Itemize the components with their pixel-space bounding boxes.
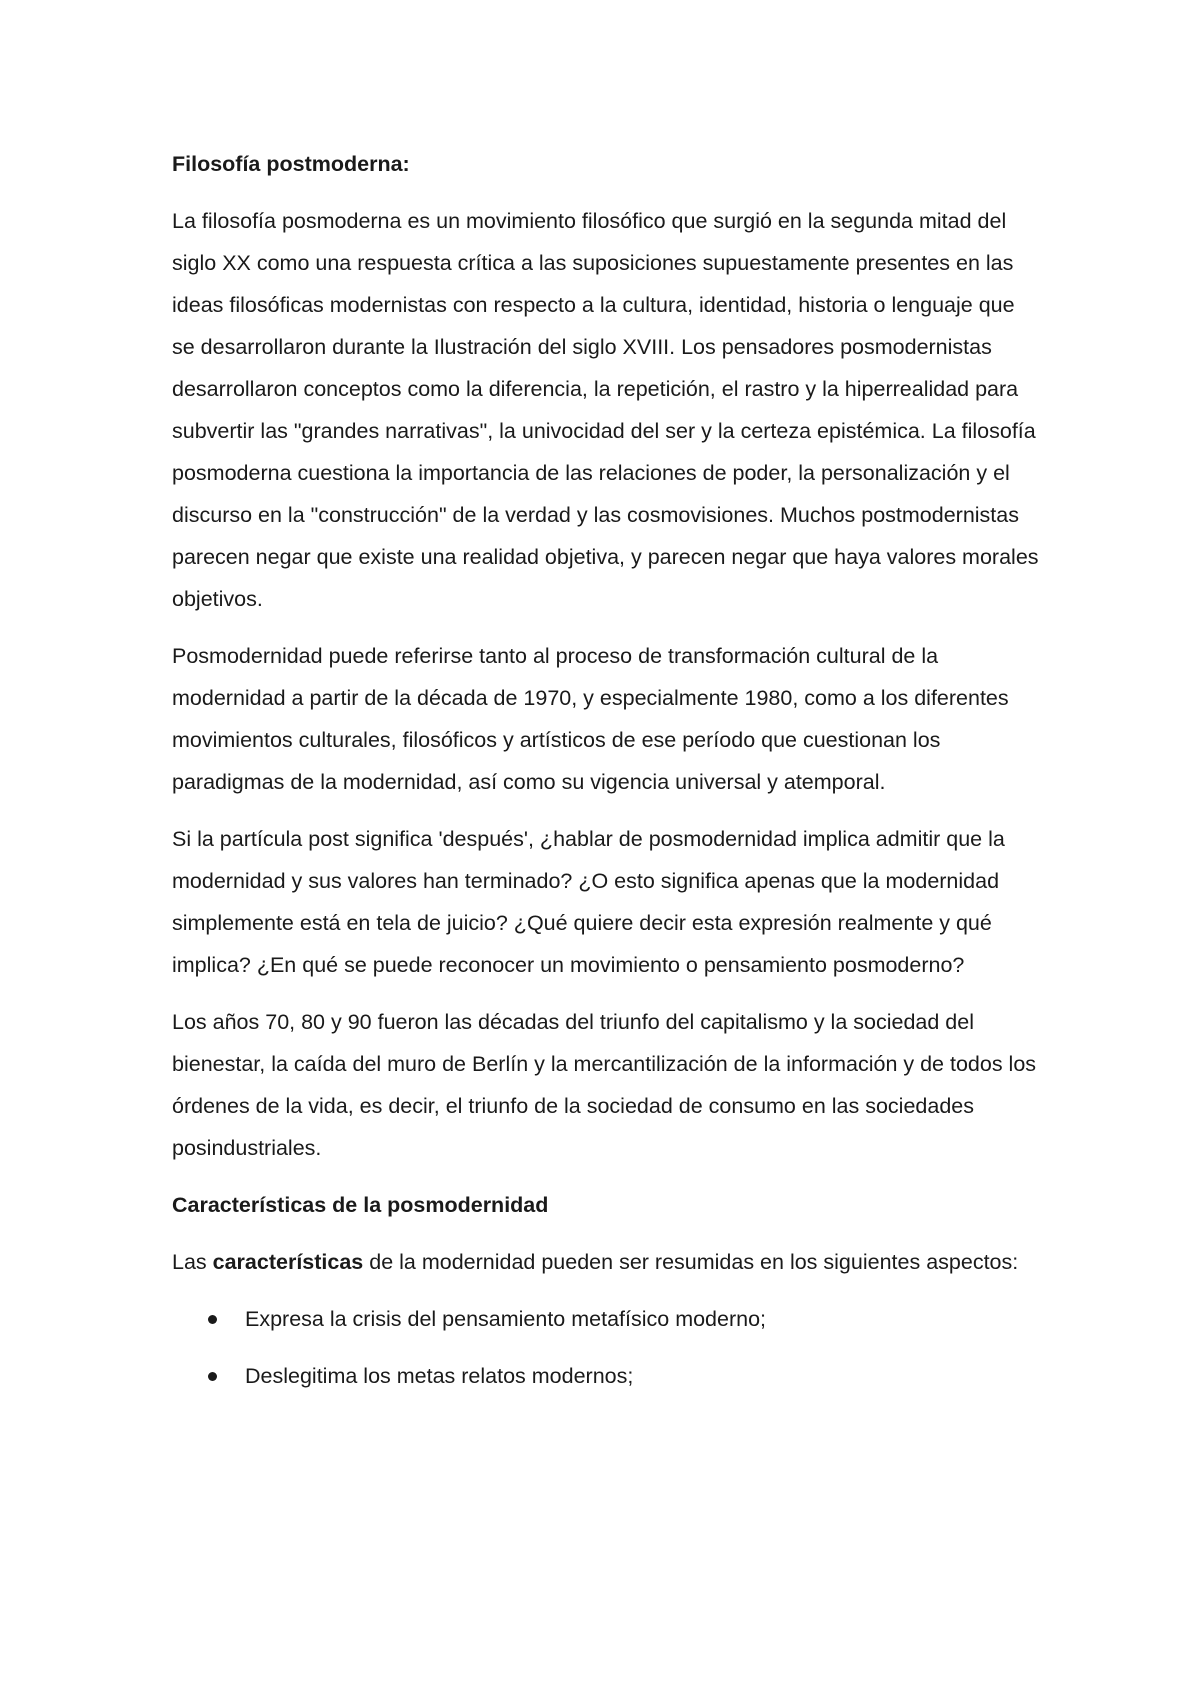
intro-text-before: Las [172, 1250, 213, 1274]
list-item [172, 1298, 1042, 1340]
intro-text-after: de la modernidad pueden ser resumidas en los siguientes aspectos: [363, 1250, 1019, 1274]
list-item-text: Deslegitima los metas relatos modernos; [245, 1364, 634, 1388]
document-page [172, 143, 1042, 1412]
intro-bold-term: características [212, 1250, 364, 1274]
bullet-icon [208, 1372, 217, 1381]
section-heading: Características de la posmodernidad [172, 1193, 549, 1217]
paragraph-3: Si la partícula post significa 'después', ¿hablar de posmodernidad implica admitir que la modernidad y sus valores han terminado? ¿O esto significa apenas que la modernidad simplemente está en tela de juicio? ¿Qué quiere decir esta expresión realmente y qué implica? ¿En qué se puede reconocer un movimiento o pensamiento posmoderno? [172, 827, 1005, 977]
intro-paragraph [172, 1241, 1042, 1283]
paragraph-1: La filosofía posmoderna es un movimiento filosófico que surgió en la segunda mitad del siglo XX como una respuesta crítica a las suposiciones supuestamente presentes en las ideas filosóficas modernistas con respecto a la cultura, identidad, historia o lenguaje que se desarrollaron durante la Ilustración del siglo XVIII. Los pensadores posmodernistas desarrollaron conceptos como la diferencia, la repetición, el rastro y la hiperrealidad para subvertir las "grandes narrativas", la univocidad del ser y la certeza epistémica. La filosofía posmoderna cuestiona la importancia de las relaciones de poder, la personalización y el discurso en la "construcción" de la verdad y las cosmovisiones. Muchos postmodernistas parecen negar que existe una realidad objetiva, y parecen negar que haya valores morales objetivos. [172, 209, 1039, 611]
paragraph-4: Los años 70, 80 y 90 fueron las décadas del triunfo del capitalismo y la sociedad del bienestar, la caída del muro de Berlín y la mercantilización de la información y de todos los órdenes de la vida, es decir, el triunfo de la sociedad de consumo en las sociedades posindustriales. [172, 1010, 1037, 1160]
bullet-list [172, 1298, 1042, 1397]
list-item [172, 1355, 1042, 1397]
paragraph-2: Posmodernidad puede referirse tanto al proceso de transformación cultural de la modernidad a partir de la década de 1970, y especialmente 1980, como a los diferentes movimientos culturales, filosóficos y artísticos de ese período que cuestionan los paradigmas de la modernidad, así como su vigencia universal y atemporal. [172, 644, 1009, 794]
document-title: Filosofía postmoderna: [172, 152, 410, 176]
list-item-text: Expresa la crisis del pensamiento metafísico moderno; [245, 1307, 767, 1331]
bullet-icon [208, 1315, 217, 1324]
